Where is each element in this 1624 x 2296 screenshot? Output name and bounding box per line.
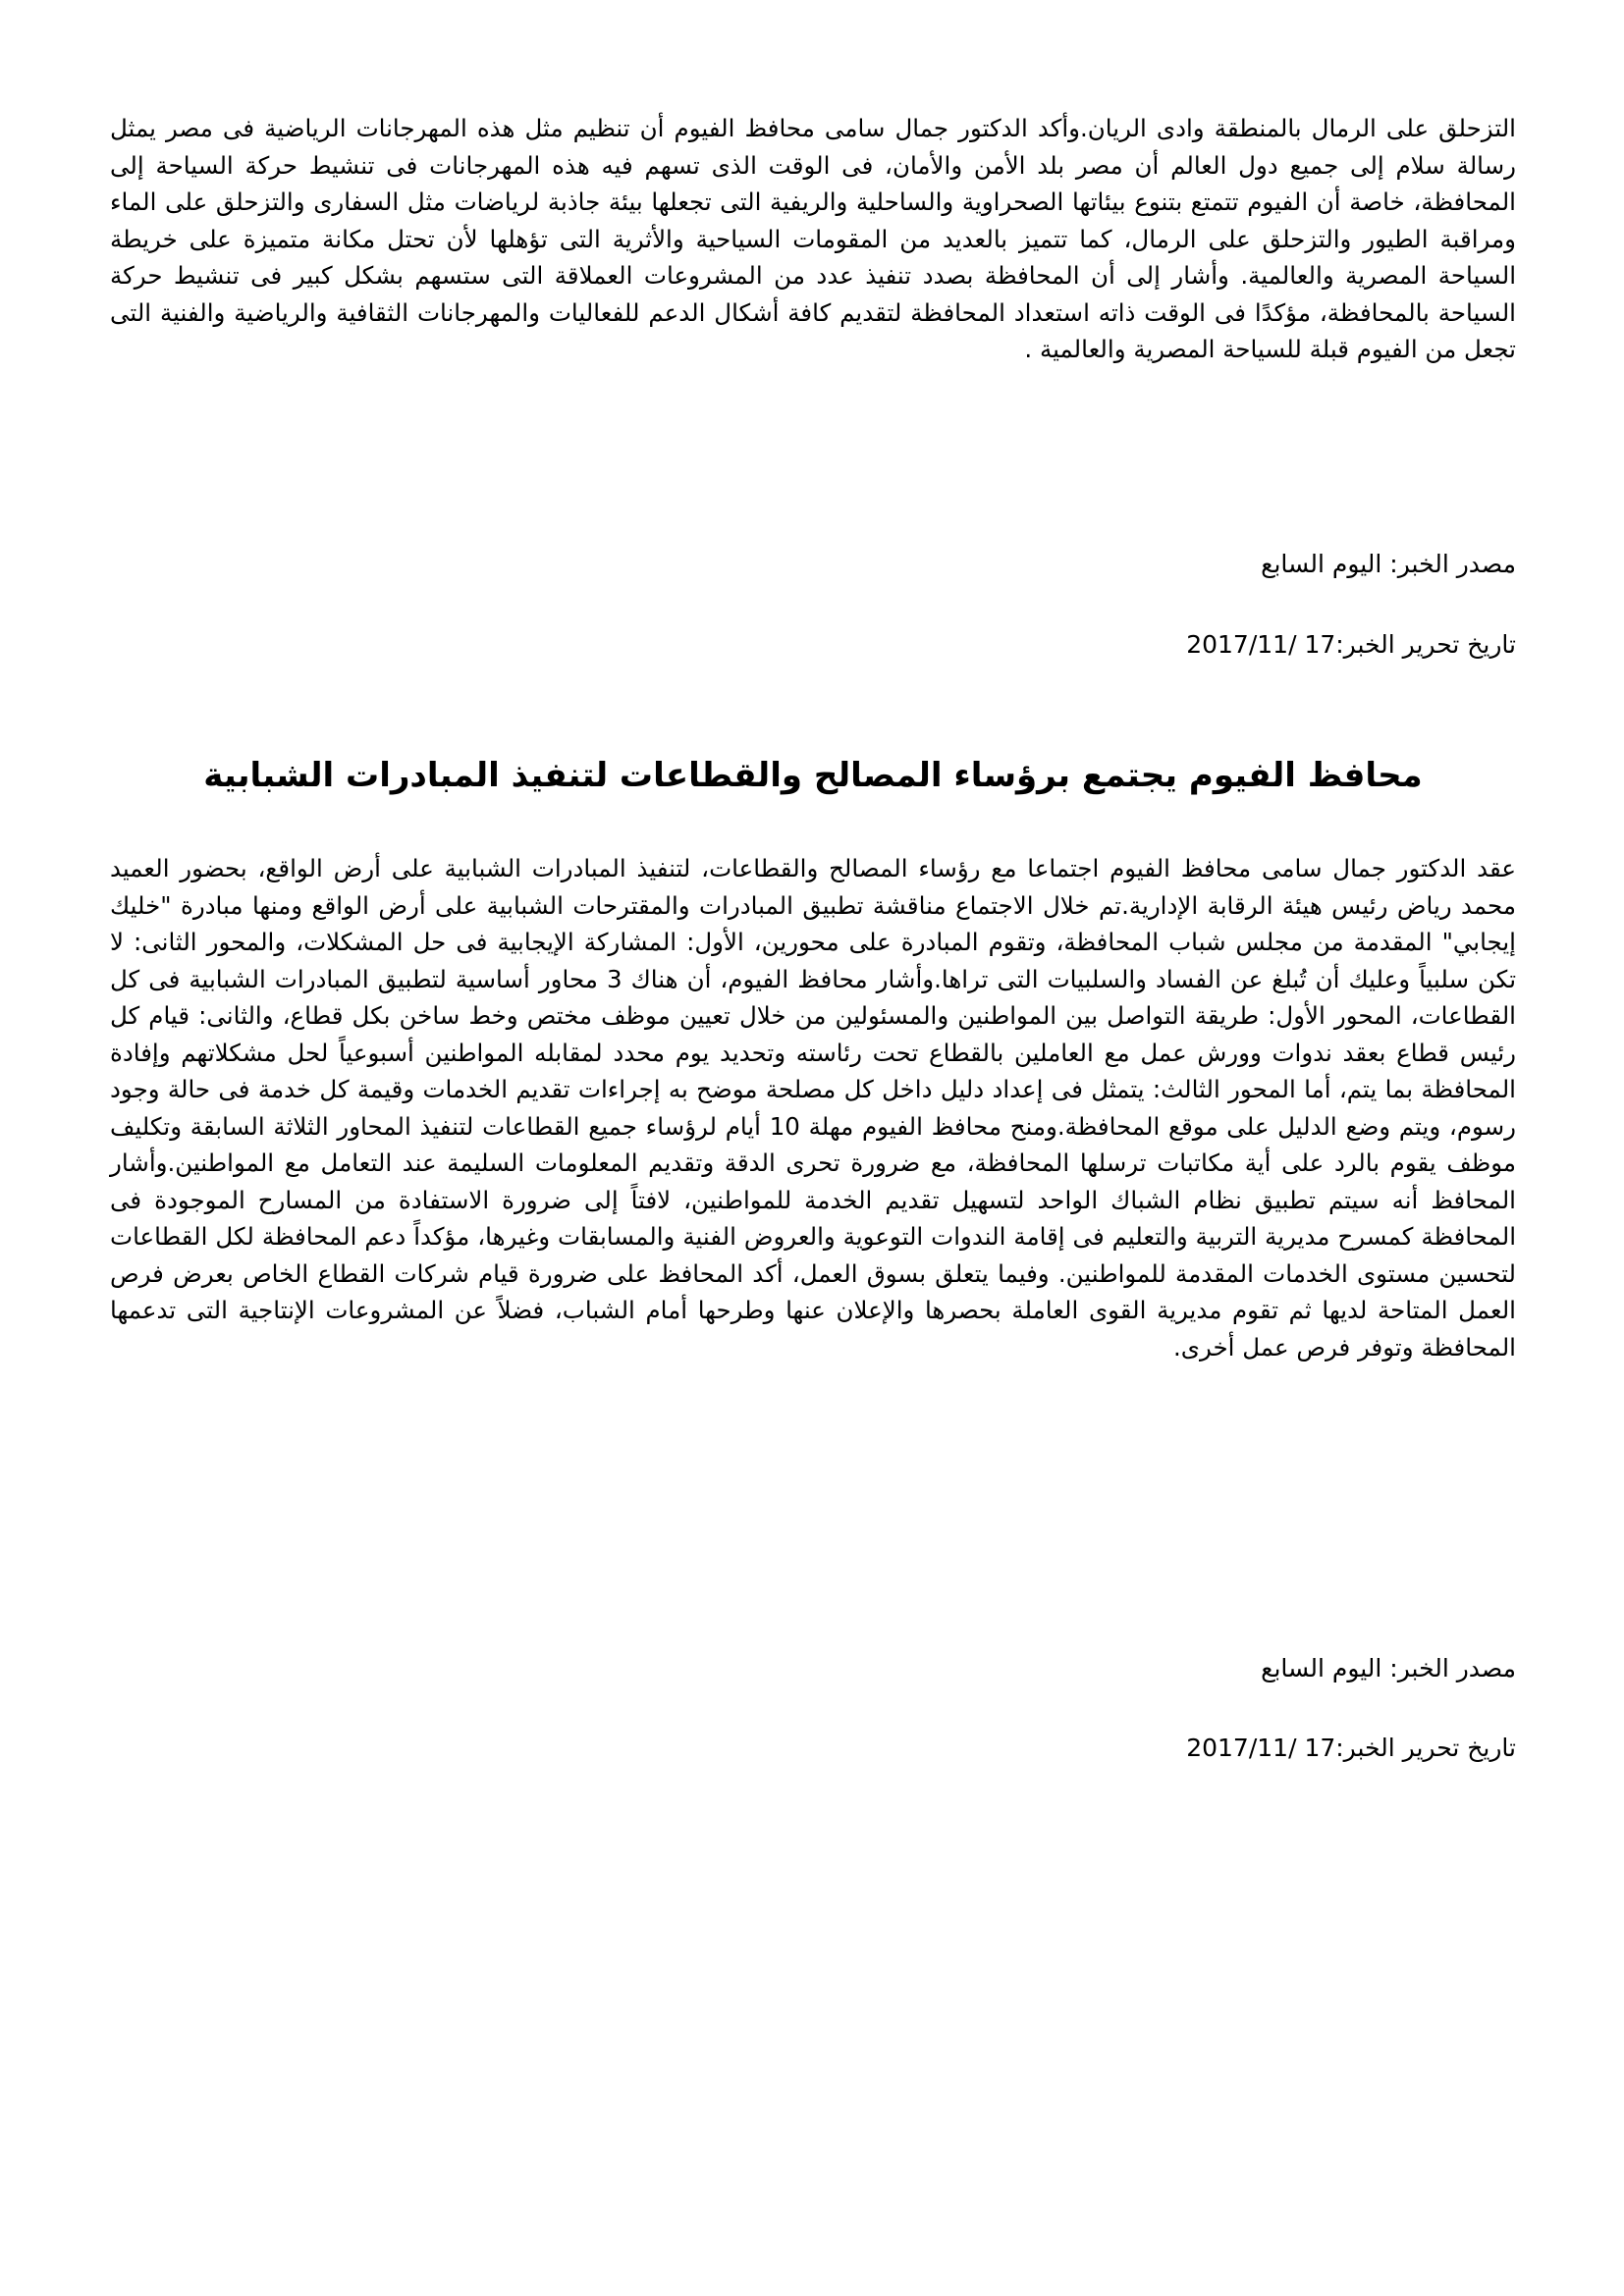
article-2-date: تاريخ تحرير الخبر:17 /2017/11: [1186, 1734, 1516, 1762]
article-2-title: محافظ الفيوم يجتمع برؤساء المصالح والقطاعات لتنفيذ المبادرات الشبابية: [203, 756, 1423, 795]
article-1-body: التزحلق على الرمال بالمنطقة وادى الريان.وأكد الدكتور جمال سامى محافظ الفيوم أن تنظيم مثل هذه المهرجانات الرياضية فى مصر يمثل رسالة سلام إلى جميع دول العالم أن مصر بلد الأمن والأمان، فى الوقت الذى تسهم فيه هذه المهرجانات فى تنشيط حركة السياحة إلى المحافظة، خاصة أن الفيوم تتمتع بتنوع بيئاتها الصحراوية والساحلية والريفية التى تجعلها بيئة جاذبة لرياضات مثل السفارى والتزحلق على الماء ومراقبة الطيور والتزحلق على الرمال، كما تتميز بالعديد من المقومات السياحية والأثرية التى تؤهلها لأن تحتل مكانة متميزة على خريطة السياحة المصرية والعالمية. وأشار إلى أن المحافظة بصدد تنفيذ عدد من المشروعات العملاقة التى ستسهم بشكل كبير فى تنشيط حركة السياحة بالمحافظة، مؤكدًا فى الوقت ذاته استعداد المحافظة لتقديم كافة أشكال الدعم للفعاليات والمهرجانات الثقافية والرياضية والفنية التى تجعل من الفيوم قبلة للسياحة المصرية والعالمية .: [110, 114, 1516, 363]
article-1-source: مصدر الخبر: اليوم السابع: [1261, 550, 1516, 578]
article-1-date: تاريخ تحرير الخبر:17 /2017/11: [1186, 630, 1516, 659]
article-2-source: مصدر الخبر: اليوم السابع: [1261, 1654, 1516, 1682]
article-2-body: عقد الدكتور جمال سامى محافظ الفيوم اجتماعا مع رؤساء المصالح والقطاعات، لتنفيذ المبادرات الشبابية على أرض الواقع، بحضور العميد محمد رياض رئيس هيئة الرقابة الإدارية.تم خلال الاجتماع مناقشة تطبيق المبادرات والمقترحات الشبابية على أرض الواقع ومنها مبادرة "خليك إيجابي" المقدمة من مجلس شباب المحافظة، وتقوم المبادرة على محورين، الأول: المشاركة الإيجابية فى حل المشكلات، والمحور الثانى: لا تكن سلبياً وعليك أن تُبلغ عن الفساد والسلبيات التى تراها.وأشار محافظ الفيوم، أن هناك 3 محاور أساسية لتطبيق المبادرات الشبابية فى كل القطاعات، المحور الأول: طريقة التواصل بين المواطنين والمسئولين من خلال تعيين موظف مختص وخط ساخن بكل قطاع، والثانى: قيام كل رئيس قطاع بعقد ندوات وورش عمل مع العاملين بالقطاع تحت رئاسته وتحديد يوم محدد لمقابله المواطنين أسبوعياً لحل مشكلاتهم وإفادة المحافظة بما يتم، أما المحور الثالث: يتمثل فى إعداد دليل داخل كل مصلحة موضح به إجراءات تقديم الخدمات وقيمة كل خدمة فى حالة وجود رسوم، ويتم وضع الدليل على موقع المحافظة.ومنح محافظ الفيوم مهلة 10 أيام لرؤساء جميع القطاعات لتنفيذ المحاور الثلاثة السابقة وتكليف موظف يقوم بالرد على أية مكاتبات ترسلها المحافظة، مع ضرورة تحرى الدقة وتقديم المعلومات السليمة عند التعامل مع المواطنين.وأشار المحافظ أنه سيتم تطبيق نظام الشباك الواحد لتسهيل تقديم الخدمة للمواطنين، لافتاً إلى ضرورة الاستفادة من المسارح الموجودة فى المحافظة كمسرح مديرية التربية والتعليم فى إقامة الندوات التوعوية والعروض الفنية والمسابقات وغيرها، مؤكداً دعم المحافظة لكل القطاعات لتحسين مستوى الخدمات المقدمة للمواطنين. وفيما يتعلق بسوق العمل، أكد المحافظ على ضرورة قيام شركات القطاع الخاص بعرض فرص العمل المتاحة لديها ثم تقوم مديرية القوى العاملة بحصرها والإعلان عنها وطرحها أمام الشباب، فضلاً عن المشروعات الإنتاجية التى تدعمها المحافظة وتوفر فرص عمل أخرى.: [110, 854, 1517, 1362]
